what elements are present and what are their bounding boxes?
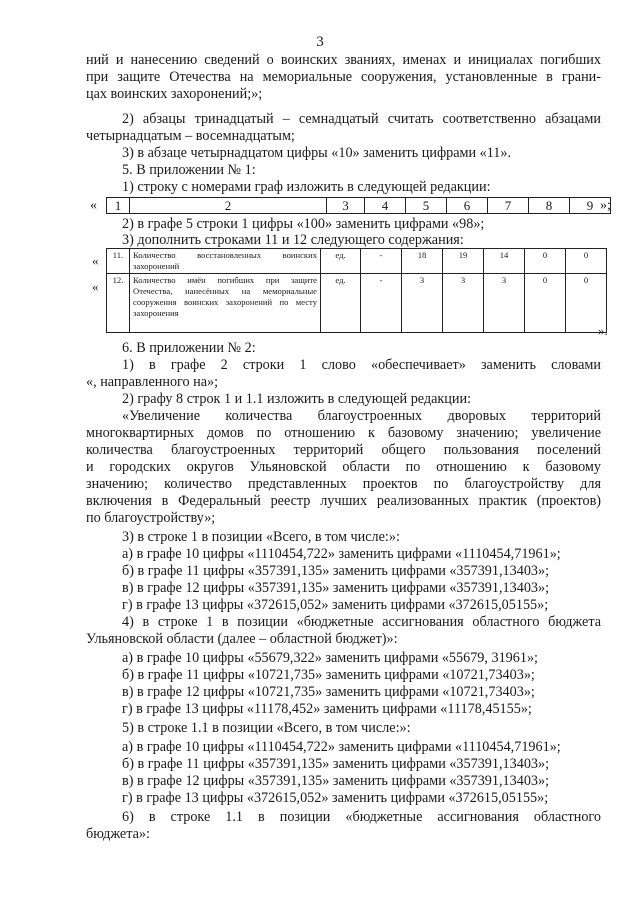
text-line: Ульяновской области (далее – областной бюджет)»: [86,631,398,647]
text-line: многоквартирных домов по отношению к базовому значению; увеличение [86,425,601,441]
text-line: 6. В приложении № 2: [122,340,256,356]
text-line: бюджета»: [86,826,150,842]
cell: 3 [484,274,525,333]
cell: 3 [402,274,443,333]
list-item: б) в графе 11 цифры «357391,135» заменить цифрами «357391,13403»; [122,756,550,772]
column-number: 8 [529,198,570,214]
text-line: 4) в строке 1 в позиции «бюджетные ассигнования областного бюджета [122,614,601,630]
text-line: 5. В приложении № 1: [122,162,256,178]
list-item: а) в графе 10 цифры «1110454,722» заменить цифрами «1110454,71961»; [122,739,561,755]
text-line: четырнадцатым – восемнадцатым; [86,128,295,144]
column-number: 9 [570,198,611,214]
column-number: 7 [488,198,529,214]
column-number: 1 [107,198,130,214]
row-number: 11. [107,249,130,274]
list-item: г) в графе 13 цифры «11178,452» заменить цифрами «11178,45155»; [122,701,532,717]
text-line: при защите Отечества на мемориальные сооружения, установленные в грани- [86,69,601,85]
text-line: включения в Федеральный реестр лучших реализованных практик (проектов) [86,493,601,509]
cell: - [361,274,402,333]
cell: 0 [566,274,607,333]
new-rows-table [106,248,607,333]
column-number: 2 [130,198,327,214]
row-text: Количество имён погибших при защите Отечества, нанесённых на мемориальные сооружения воинских захоронений по месту захоронения [130,274,321,333]
table-row [107,274,607,333]
row-number: 12. [107,274,130,333]
text-line: количества благоустроенных территорий общего пользования поселений [86,442,601,458]
list-item: в) в графе 12 цифры «357391,135» заменить цифрами «357391,13403»; [122,773,550,789]
quote-open: « [92,279,99,294]
row-unit: ед. [321,249,361,274]
text-line: «Увеличение количества благоустроенных дворовых территорий [122,408,601,424]
text-line: ний и нанесению сведений о воинских званиях, именах и инициалах погибших [86,52,601,68]
text-line: 2) абзацы тринадцатый – семнадцатый считать соответственно абзацами [122,111,601,127]
cell: 14 [484,249,525,274]
text-line: 1) в графе 2 строки 1 слово «обеспечивает» заменить словами [122,357,601,373]
text-line: и городских округов Ульяновской области по отношению к базовому [86,459,601,475]
page-number: 3 [316,34,324,50]
text-line: 3) дополнить строками 11 и 12 следующего содержания: [122,232,464,248]
cell: - [361,249,402,274]
column-number: 6 [447,198,488,214]
cell: 18 [402,249,443,274]
column-number: 4 [365,198,406,214]
text-line: цах воинских захоронений;»; [86,86,263,102]
quote-open: « [92,253,99,268]
text-line: 2) графу 8 строк 1 и 1.1 изложить в следующей редакции: [122,391,472,407]
list-item: в) в графе 12 цифры «357391,135» заменить цифрами «357391,13403»; [122,580,550,596]
cell: 19 [443,249,484,274]
list-item: в) в графе 12 цифры «10721,735» заменить цифрами «10721,73403»; [122,684,535,700]
row-unit: ед. [321,274,361,333]
cell: 3 [443,274,484,333]
text-line: 6) в строке 1.1 в позиции «бюджетные ассигнования областного [122,809,601,825]
cell: 0 [525,274,566,333]
column-number: 3 [327,198,365,214]
quote-close: »; [600,198,611,213]
text-line: 5) в строке 1.1 в позиции «Всего, в том числе:»: [122,720,411,736]
text-line: 1) строку с номерами граф изложить в следующей редакции: [122,179,491,195]
list-item: а) в графе 10 цифры «55679,322» заменить цифрами «55679, 31961»; [122,650,539,666]
column-number: 5 [406,198,447,214]
quote-open: « [90,198,97,213]
list-item: а) в графе 10 цифры «1110454,722» заменить цифрами «1110454,71961»; [122,546,561,562]
list-item: г) в графе 13 цифры «372615,052» заменить цифрами «372615,05155»; [122,790,549,806]
cell: 0 [566,249,607,274]
text-line: 3) в абзаце четырнадцатом цифры «10» заменить цифрами «11». [122,145,512,161]
column-numbers-table [106,197,611,214]
quote-close: ». [598,323,608,338]
text-line: «, направленного на»; [86,374,219,390]
text-line: 2) в графе 5 строки 1 цифры «100» заменить цифрами «98»; [122,216,485,232]
list-item: г) в графе 13 цифры «372615,052» заменить цифрами «372615,05155»; [122,597,549,613]
cell: 0 [525,249,566,274]
list-item: б) в графе 11 цифры «357391,135» заменить цифрами «357391,13403»; [122,563,550,579]
table-row [107,249,607,274]
text-line: значению; количество представленных проектов по благоустройству для [86,476,601,492]
text-line: 3) в строке 1 в позиции «Всего, в том числе:»: [122,529,400,545]
row-text: Количество восстановленных воинских захоронений [130,249,321,274]
text-line: по благоустройству»; [86,510,216,526]
list-item: б) в графе 11 цифры «10721,735» заменить цифрами «10721,73403»; [122,667,535,683]
